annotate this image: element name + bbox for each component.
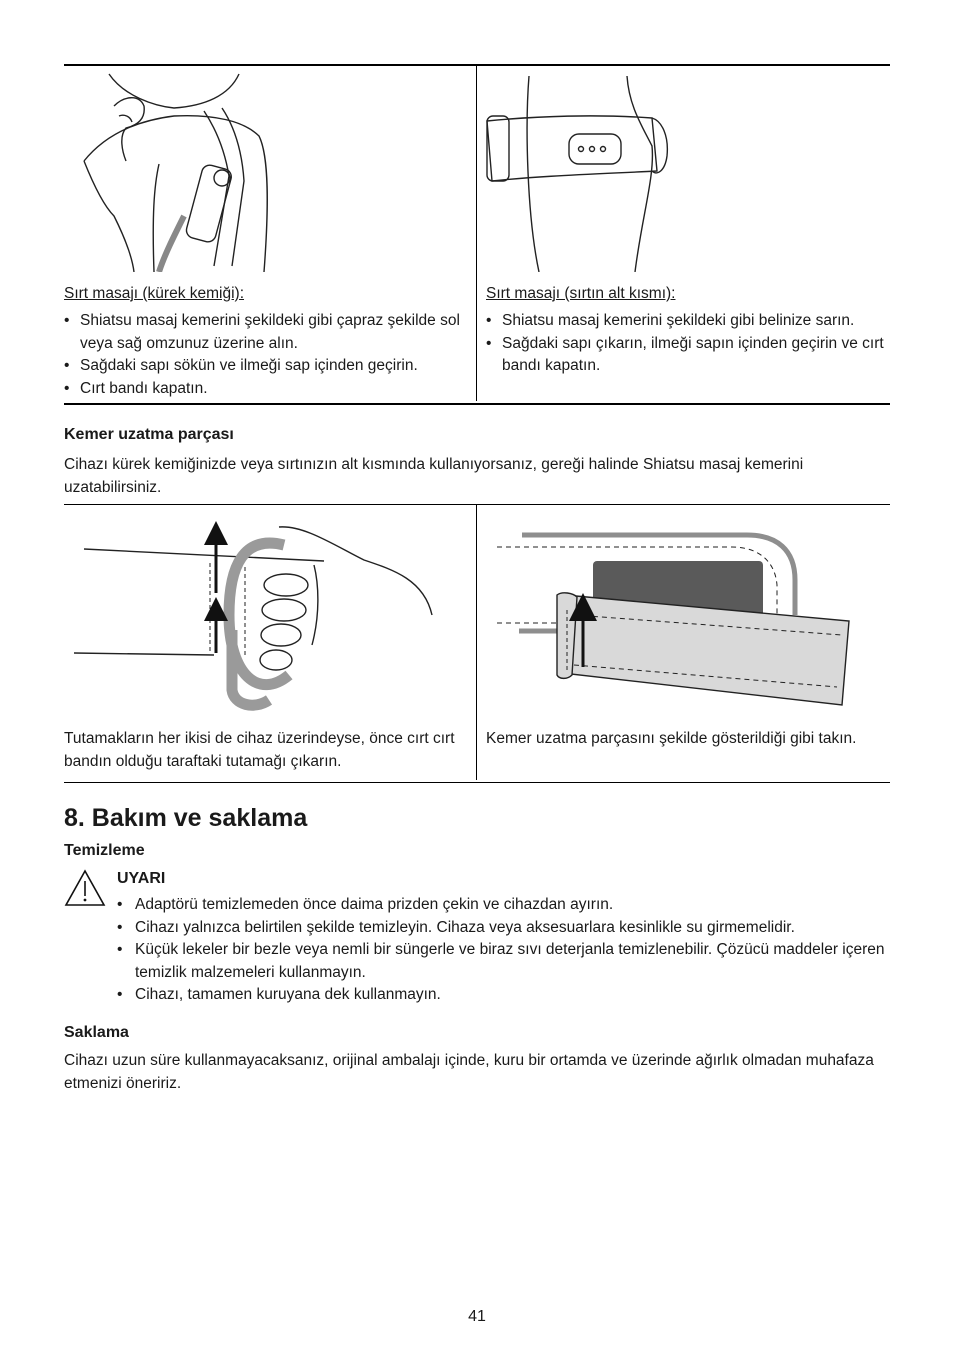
warning-list bbox=[117, 894, 890, 1007]
list-item: • Cırt bandı kapatın. bbox=[64, 378, 476, 401]
list-item: • Adaptörü temizlemeden önce daima prizden çekin ve cihazdan ayırın. bbox=[117, 894, 890, 917]
extension-text: Cihazı kürek kemiğinizde veya sırtınızın alt kısmında kullanıyorsanız, gereği halinde Shiatsu masaj kemerini uzatabilirsiniz. bbox=[64, 456, 804, 496]
list-item: • Küçük lekeler bir bezle veya nemli bir süngerle ve biraz sıvı deterjanla temizlenebilir. Çözücü maddeler içeren temizlik malzemeleri kullanmayın. bbox=[117, 939, 890, 984]
lower-back-usage-title: Sırt masajı (sırtın alt kısmı): bbox=[486, 285, 676, 302]
list-item: • Cihazı, tamamen kuruyana dek kullanmayın. bbox=[117, 984, 890, 1007]
attach-extension-cell bbox=[477, 505, 890, 782]
shoulder-massage-illustration bbox=[64, 66, 476, 272]
shoulder-usage-title: Sırt masajı (kürek kemiği): bbox=[64, 285, 245, 302]
extension-heading: Kemer uzatma parçası bbox=[64, 426, 234, 443]
shoulder-usage-list bbox=[64, 310, 476, 400]
remove-handle-caption: Tutamakların her ikisi de cihaz üzerindeyse, önce cırt cırt bandın olduğu taraftaki tutamağı çıkarın. bbox=[64, 730, 455, 770]
remove-handle-cell bbox=[64, 505, 477, 780]
shoulder-usage-cell bbox=[64, 66, 477, 401]
lower-back-massage-illustration bbox=[477, 66, 890, 272]
usage-table bbox=[64, 64, 890, 405]
storage-heading: Saklama bbox=[64, 1024, 129, 1041]
list-item: • Cihazı yalnızca belirtilen şekilde temizleyin. Cihaza veya aksesuarlara kesinlikle su girmemelidir. bbox=[117, 917, 890, 940]
remove-handle-illustration bbox=[64, 505, 476, 721]
page-number: 41 bbox=[468, 1308, 486, 1325]
list-item: • Shiatsu masaj kemerini şekildeki gibi belinize sarın. bbox=[486, 310, 890, 333]
attach-extension-illustration bbox=[477, 505, 890, 721]
list-item: • Shiatsu masaj kemerini şekildeki gibi çapraz şekilde sol veya sağ omzunuz üzerine alın. bbox=[64, 310, 476, 355]
attach-extension-caption: Kemer uzatma parçasını şekilde gösterildiği gibi takın. bbox=[486, 730, 857, 747]
section-title: 8. Bakım ve saklama bbox=[64, 804, 308, 832]
extension-table bbox=[64, 504, 890, 783]
list-item: • Sağdaki sapı sökün ve ilmeği sap içinden geçirin. bbox=[64, 355, 476, 378]
warning-label: UYARI bbox=[117, 870, 166, 887]
cleaning-heading: Temizleme bbox=[64, 842, 145, 859]
list-item: • Sağdaki sapı çıkarın, ilmeği sapın içinden geçirin ve cırt bandı kapatın. bbox=[486, 333, 890, 378]
lower-back-usage-list bbox=[486, 310, 890, 378]
warning-icon bbox=[64, 869, 106, 907]
storage-text: Cihazı uzun süre kullanmayacaksanız, orijinal ambalajı içinde, kuru bir ortamda ve üzerinde ağırlık olmadan muhafaza etmenizi öneririz. bbox=[64, 1052, 874, 1092]
lower-back-usage-cell bbox=[477, 66, 890, 403]
